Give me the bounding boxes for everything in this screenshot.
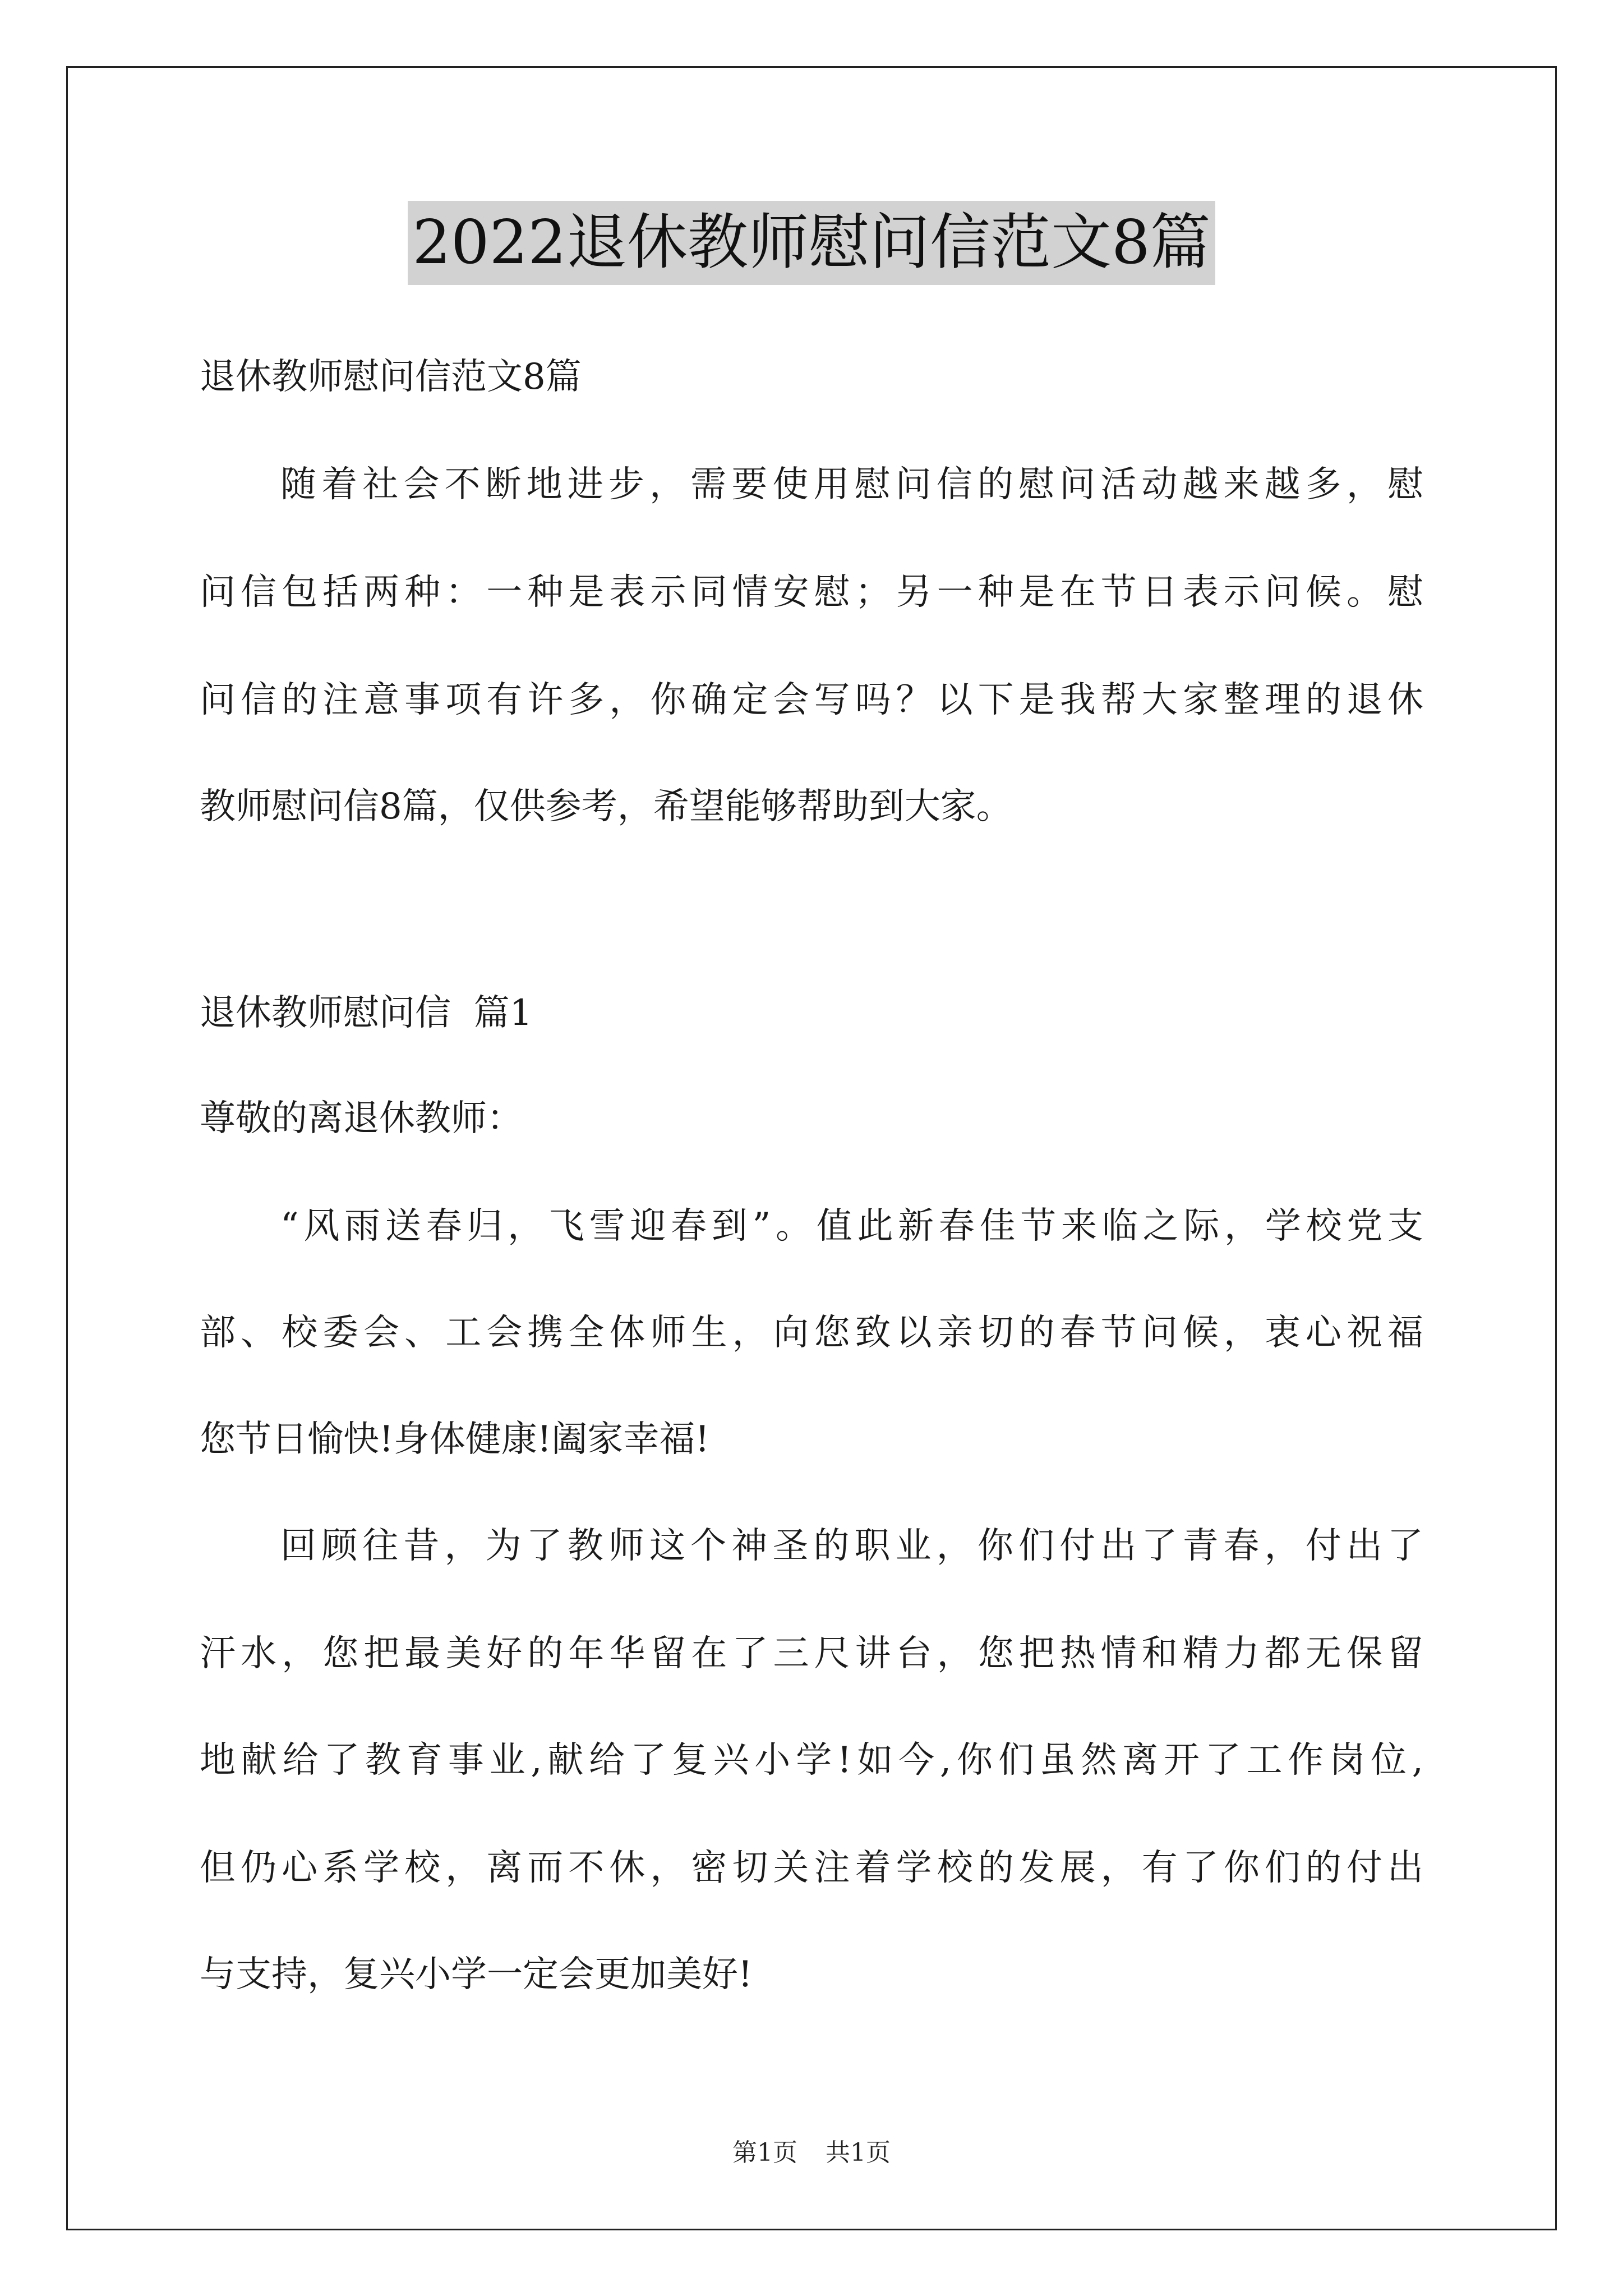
intro-line-4: 教师慰问信8篇，仅供参考，希望能够帮助到大家。 — [200, 786, 1012, 827]
salutation: 尊敬的离退休教师： — [200, 1098, 523, 1139]
intro-line-1: 随着社会不断地进步，需要使用慰问信的慰问活动越来越多，慰 — [280, 464, 1423, 505]
page-total: 共1页 — [826, 2138, 891, 2167]
paragraph2-line-4: 但仍心系学校，离而不休，密切关注着学校的发展，有了你们的付出 — [200, 1847, 1423, 1889]
paragraph2-line-3: 地献给了教育事业,献给了复兴小学!如今,你们虽然离开了工作岗位, — [200, 1740, 1423, 1781]
paragraph2-line-2: 汗水，您把最美好的年华留在了三尺讲台，您把热情和精力都无保留 — [200, 1633, 1423, 1674]
document-subtitle: 退休教师慰问信范文8篇 — [200, 356, 582, 398]
paragraph1-line-2: 部、校委会、工会携全体师生，向您致以亲切的春节问候，衷心祝福 — [200, 1312, 1423, 1354]
page-number: 第1页 — [732, 2138, 797, 2167]
page-footer — [0, 2136, 1623, 2170]
section-heading: 退休教师慰问信 篇1 — [200, 992, 533, 1034]
title-container — [0, 201, 1623, 285]
paragraph1-line-3: 您节日愉快!身体健康!阖家幸福! — [200, 1419, 710, 1460]
paragraph2-line-5: 与支持，复兴小学一定会更加美好! — [200, 1954, 753, 1995]
paragraph1-line-1: “风雨送春归，飞雪迎春到”。值此新春佳节来临之际，学校党支 — [280, 1205, 1423, 1247]
paragraph2-line-1: 回顾往昔，为了教师这个神圣的职业，你们付出了青春，付出了 — [280, 1525, 1423, 1567]
intro-line-3: 问信的注意事项有许多，你确定会写吗？以下是我帮大家整理的退休 — [200, 679, 1423, 721]
intro-line-2: 问信包括两种：一种是表示同情安慰；另一种是在节日表示问候。慰 — [200, 572, 1423, 613]
document-title: 2022退休教师慰问信范文8篇 — [408, 201, 1215, 285]
